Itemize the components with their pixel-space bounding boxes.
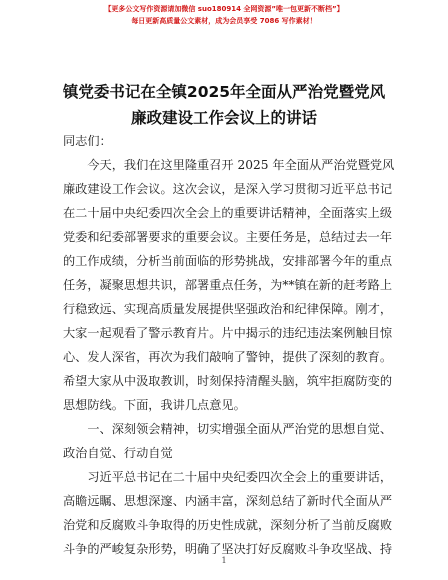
body-line: 廉政建设工作会议。这次会议，是深入学习贯彻习近平总书记 [63, 182, 393, 196]
body-line: 高瞻远瞩、思想深邃、内涵丰富，深刻总结了新时代全面从严 [63, 494, 393, 508]
page-number: 1 [221, 556, 227, 565]
document-title [48, 79, 400, 131]
body-line: 希望大家从中汲取教训，时刻保持清醒头脑，筑牢拒腐防变的 [63, 374, 393, 388]
banner-line-1: 【更多公文写作资源请加微信 suo180914 全网资源”唯一包更新不断档”】 [104, 5, 344, 13]
body-line: 习近平总书记在二十届中央纪委四次全会上的重要讲话， [63, 470, 393, 484]
body-line: 大家一起观看了警示教育片。片中揭示的违纪违法案例触目惊 [63, 326, 393, 340]
document-body [63, 129, 395, 561]
body-line: 在二十届中央纪委四次全会上的重要讲话精神，全面落实上级 [63, 206, 393, 220]
body-line: 斗争的严峻复杂形势，明确了坚决打好反腐败斗争攻坚战、持 [63, 542, 393, 556]
title-line-1: 镇党委书记在全镇2025年全面从严治党暨党风 [62, 83, 386, 101]
body-line: 的工作成绩，分析当前面临的形势挑战，安排部署今年的重点 [63, 254, 393, 268]
body-line: 心、发人深省，再次为我们敲响了警钟，提供了深刻的教育。 [63, 350, 393, 364]
title-line-2: 廉政建设工作会议上的讲话 [130, 109, 317, 127]
body-line: 思想防线。下面，我讲几点意见。 [63, 398, 246, 412]
body-line: 行稳致远、实现高质量发展提供坚强政治和纪律保障。刚才， [63, 302, 393, 316]
section-heading-line: 政治自觉、行动自觉 [63, 446, 173, 460]
body-line: 今天，我们在这里隆重召开 2025 年全面从严治党暨党风 [63, 158, 395, 172]
body-line: 党委和纪委部署要求的重要会议。主要任务是，总结过去一年 [63, 230, 393, 244]
banner-line-2: 每日更新高质量公文素材，成为会员享受 7086 写作素材！ [131, 17, 317, 25]
header-banner [0, 3, 448, 27]
body-line: 同志们： [63, 134, 112, 148]
body-line: 任务，凝聚思想共识，部署重点任务，为**镇在新的赶考路上 [63, 278, 393, 292]
section-heading-line: 一、深刻领会精神，切实增强全面从严治党的思想自觉、 [63, 422, 393, 436]
body-line: 治党和反腐败斗争取得的历史性成就，深刻分析了当前反腐败 [63, 518, 393, 532]
